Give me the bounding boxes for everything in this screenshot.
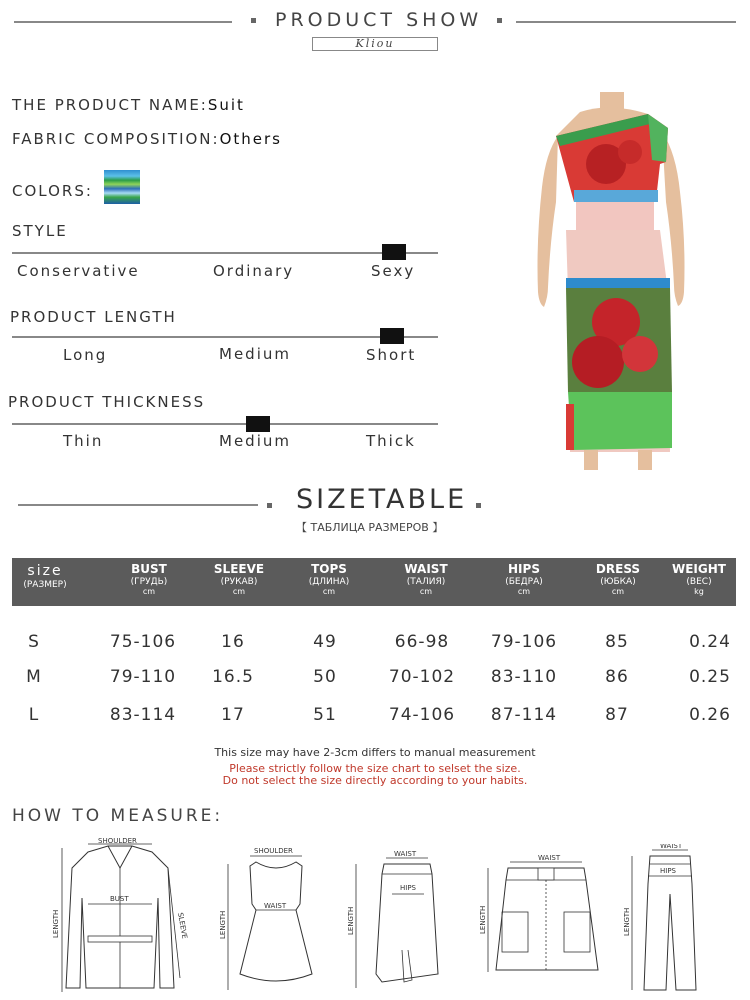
table-cell: 16 [221, 632, 245, 652]
table-cell: 50 [313, 667, 337, 687]
jacket-measure-diagram [48, 838, 198, 996]
col-dress [578, 558, 658, 606]
fabric-label: FABRIC COMPOSITION: [12, 130, 220, 148]
col-weight [666, 558, 732, 606]
table-cell: 86 [605, 667, 629, 687]
denim-skirt-measure-diagram [476, 852, 616, 980]
fabric-value: Others [219, 130, 282, 148]
length-marker [380, 328, 404, 344]
col-tops-ru: (ДЛИНА) [308, 577, 350, 587]
col-sleeve-ru: (РУКАВ) [220, 577, 258, 587]
skirt-measure-diagram [342, 850, 452, 996]
header-line-right [516, 21, 736, 23]
col-dress-ru: (ЮБКА) [600, 577, 636, 587]
product-name-label: THE PRODUCT NAME: [12, 96, 208, 114]
thickness-label-thin: Thin [63, 432, 104, 450]
pants-measure-diagram [622, 844, 706, 996]
page-title: PRODUCT SHOW [275, 9, 483, 31]
skirt-length-label: LENGTH [347, 906, 355, 935]
pants-waist-label: WAIST [660, 844, 683, 850]
table-cell: 74-106 [388, 705, 456, 725]
dress-waist-label: WAIST [264, 902, 287, 910]
table-cell: 0.26 [689, 705, 731, 725]
sizetable-dot-right [476, 503, 481, 508]
col-tops-unit: cm [322, 587, 336, 596]
col-size-ru: (РАЗМЕР) [23, 580, 67, 590]
length-scale-line [12, 336, 438, 338]
thickness-title: PRODUCT THICKNESS [8, 393, 206, 411]
color-swatch[interactable] [104, 170, 140, 204]
col-weight-name: WEIGHT [672, 562, 726, 576]
col-bust-ru: (ГРУДЬ) [130, 577, 168, 587]
col-hips-name: HIPS [508, 562, 540, 576]
sizetable-subtitle: 【 ТАБЛИЦА РАЗМЕРОВ 】 [296, 521, 444, 534]
jacket-shoulder-label: SHOULDER [98, 838, 137, 845]
table-cell: 79-110 [109, 667, 177, 687]
denim-waist-label: WAIST [538, 854, 561, 862]
style-marker [382, 244, 406, 260]
table-cell: L [28, 705, 40, 725]
denim-length-label: LENGTH [479, 905, 487, 934]
style-label-conservative: Conservative [17, 262, 140, 280]
sizetable-title: SIZETABLE [296, 484, 468, 515]
length-label-medium: Medium [219, 345, 291, 363]
table-cell: 0.24 [689, 632, 731, 652]
jacket-sleeve-label: SLEEVE [176, 911, 189, 940]
style-scale-line [12, 252, 438, 254]
table-cell: 83-110 [490, 667, 558, 687]
pants-length-label: LENGTH [623, 907, 631, 936]
col-hips-ru: (БЕДРА) [505, 577, 543, 587]
length-title: PRODUCT LENGTH [10, 308, 177, 326]
table-cell: 51 [313, 705, 337, 725]
thickness-label-medium: Medium [219, 432, 291, 450]
col-weight-ru: (ВЕС) [686, 577, 712, 587]
style-label-sexy: Sexy [371, 262, 416, 280]
fabric-composition [12, 130, 282, 148]
skirt-hips-label: HIPS [400, 884, 416, 892]
product-name [12, 96, 245, 114]
table-cell: 17 [221, 705, 245, 725]
col-size [12, 558, 78, 606]
col-bust [104, 558, 194, 606]
table-cell: 66-98 [394, 632, 450, 652]
product-photo [520, 92, 700, 470]
table-cell: 0.25 [689, 667, 731, 687]
style-label-ordinary: Ordinary [213, 262, 295, 280]
skirt-waist-label: WAIST [394, 850, 417, 858]
length-label-long: Long [63, 346, 108, 364]
jacket-length-label: LENGTH [52, 909, 60, 938]
table-cell: 70-102 [388, 667, 456, 687]
sizetable-line-left [18, 504, 258, 506]
measurement-note: This size may have 2-3cm differs to manual measurement [214, 746, 536, 759]
col-waist-name: WAIST [404, 562, 448, 576]
col-waist [380, 558, 472, 606]
table-cell: S [28, 632, 40, 652]
table-cell: 16.5 [212, 667, 254, 687]
size-table-header [12, 558, 736, 606]
table-cell: 79-106 [490, 632, 558, 652]
thickness-label-thick: Thick [366, 432, 416, 450]
brand-label: Kliou [312, 37, 438, 51]
header-dot-left [251, 18, 256, 23]
dress-measure-diagram [216, 844, 326, 996]
jacket-bust-label: BUST [110, 895, 129, 903]
col-sleeve-unit: cm [232, 587, 246, 596]
table-cell: 85 [605, 632, 629, 652]
table-cell: 49 [313, 632, 337, 652]
col-size-name: size [27, 563, 63, 579]
header-line-left [14, 21, 232, 23]
col-bust-unit: cm [142, 587, 156, 596]
header-dot-right [497, 18, 502, 23]
table-cell: 83-114 [109, 705, 177, 725]
table-cell: 87 [605, 705, 629, 725]
size-warning-2: Do not select the size directly according to your habits. [222, 774, 528, 787]
size-warning-1: Please strictly follow the size chart to selset the size. [229, 762, 521, 775]
thickness-scale-line [12, 423, 438, 425]
col-waist-unit: cm [419, 587, 433, 596]
col-hips [478, 558, 570, 606]
table-cell: M [26, 667, 42, 687]
col-tops-name: TOPS [311, 562, 347, 576]
length-label-short: Short [366, 346, 417, 364]
col-hips-unit: cm [517, 587, 531, 596]
how-to-measure-title: HOW TO MEASURE: [12, 806, 224, 826]
pants-hips-label: HIPS [660, 867, 676, 875]
thickness-marker [246, 416, 270, 432]
dress-length-label: LENGTH [219, 910, 227, 939]
col-weight-unit: kg [694, 587, 704, 596]
dress-shoulder-label: SHOULDER [254, 847, 293, 855]
col-waist-ru: (ТАЛИЯ) [406, 577, 446, 587]
table-cell: 87-114 [490, 705, 558, 725]
colors-label: COLORS: [12, 182, 93, 200]
col-tops [284, 558, 374, 606]
col-sleeve [194, 558, 284, 606]
col-bust-name: BUST [131, 562, 167, 576]
col-sleeve-name: SLEEVE [213, 562, 265, 576]
product-name-value: Suit [207, 96, 245, 114]
table-cell: 75-106 [109, 632, 177, 652]
col-dress-unit: cm [611, 587, 625, 596]
col-dress-name: DRESS [595, 562, 641, 576]
style-title: STYLE [12, 222, 68, 240]
sizetable-dot-left [267, 503, 272, 508]
